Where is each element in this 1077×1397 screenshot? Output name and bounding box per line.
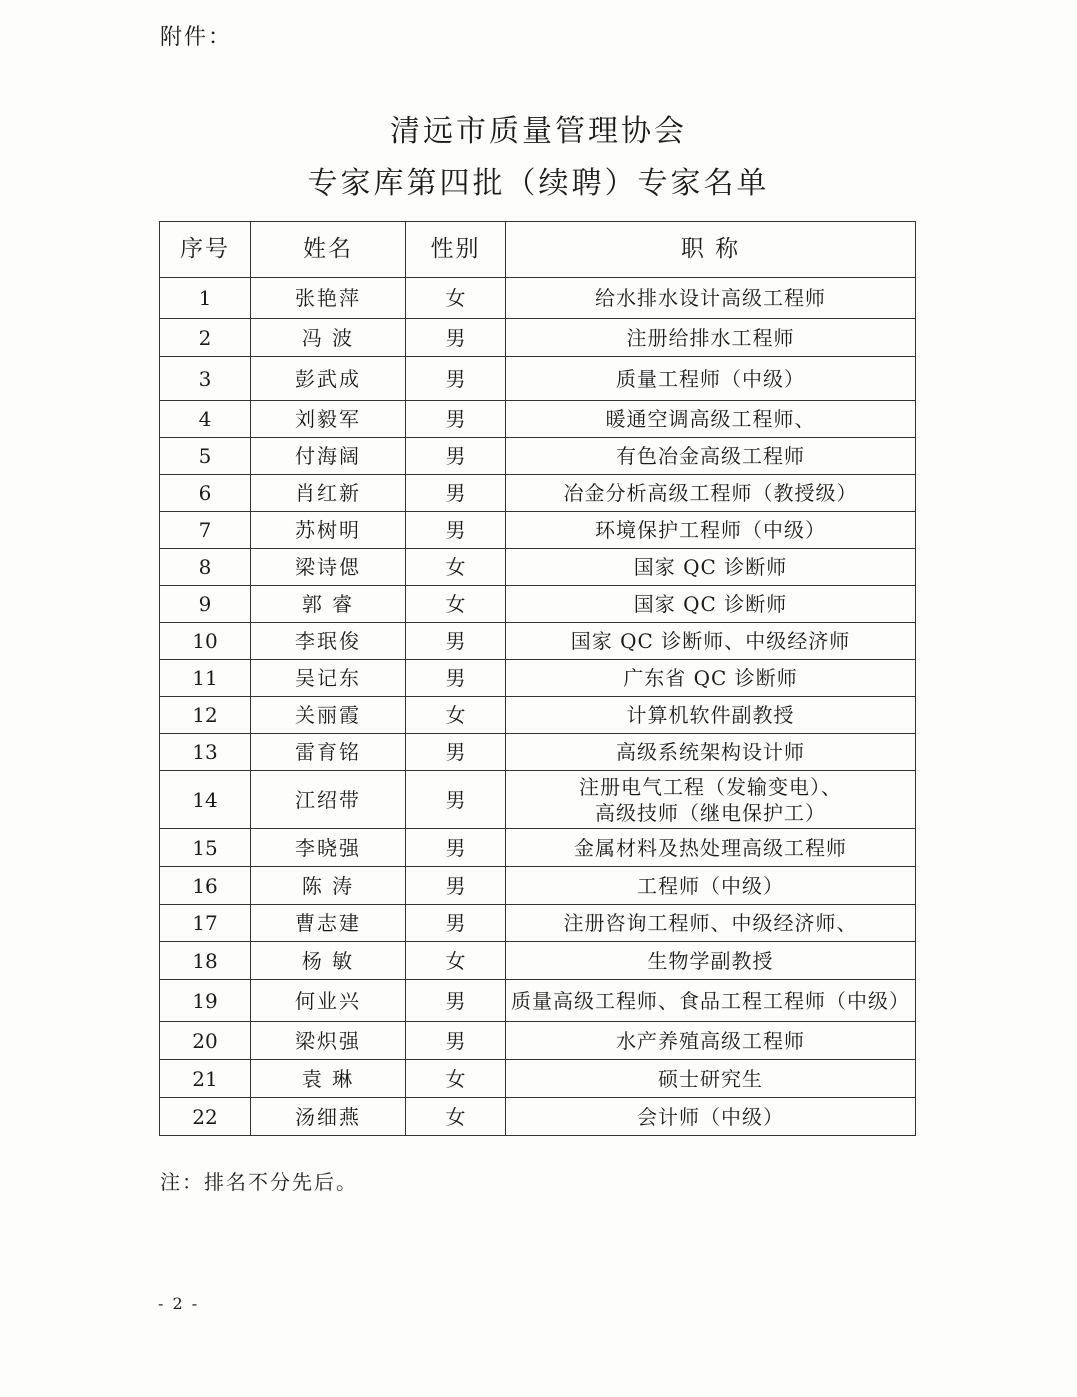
- cell-no: 16: [160, 867, 251, 905]
- cell-gender: 男: [406, 980, 506, 1022]
- cell-gender: 男: [406, 867, 506, 905]
- cell-name: 江绍带: [251, 771, 406, 829]
- header-title: 职 称: [506, 222, 916, 278]
- cell-no: 12: [160, 697, 251, 734]
- cell-no: 17: [160, 905, 251, 942]
- cell-no: 13: [160, 734, 251, 771]
- cell-no: 18: [160, 942, 251, 980]
- cell-name: 汤细燕: [251, 1098, 406, 1136]
- cell-title: 环境保护工程师（中级）: [506, 512, 916, 549]
- cell-gender: 男: [406, 905, 506, 942]
- cell-name: 肖红新: [251, 475, 406, 512]
- cell-gender: 女: [406, 549, 506, 586]
- table-row: [160, 771, 916, 829]
- attachment-label: 附件：: [160, 25, 233, 50]
- cell-title: 质量高级工程师、食品工程工程师（中级）: [506, 980, 916, 1022]
- cell-gender: 女: [406, 1098, 506, 1136]
- cell-no: 9: [160, 586, 251, 623]
- table-row: [160, 942, 916, 980]
- cell-gender: 男: [406, 771, 506, 829]
- table-row: [160, 829, 916, 867]
- table-row: [160, 623, 916, 660]
- cell-title: 金属材料及热处理高级工程师: [506, 829, 916, 867]
- table-row: [160, 319, 916, 357]
- cell-gender: 女: [406, 942, 506, 980]
- cell-no: 4: [160, 401, 251, 438]
- table-row: [160, 278, 916, 319]
- document-title-line1: 清远市质量管理协会: [390, 114, 687, 149]
- header-name: 姓名: [251, 222, 406, 278]
- cell-no: 20: [160, 1022, 251, 1060]
- header-gender: 性别: [406, 222, 506, 278]
- cell-name: 苏树明: [251, 512, 406, 549]
- cell-title: 国家 QC 诊断师、中级经济师: [506, 623, 916, 660]
- cell-gender: 女: [406, 278, 506, 319]
- cell-gender: 男: [406, 319, 506, 357]
- table-row: [160, 438, 916, 475]
- cell-title: 计算机软件副教授: [506, 697, 916, 734]
- cell-name: 张艳萍: [251, 278, 406, 319]
- cell-title: 广东省 QC 诊断师: [506, 660, 916, 697]
- table-row: [160, 1060, 916, 1098]
- cell-name: 梁炽强: [251, 1022, 406, 1060]
- cell-no: 22: [160, 1098, 251, 1136]
- cell-name: 郭 睿: [251, 586, 406, 623]
- table-row: [160, 905, 916, 942]
- cell-no: 15: [160, 829, 251, 867]
- cell-name: 关丽霞: [251, 697, 406, 734]
- cell-gender: 女: [406, 697, 506, 734]
- cell-no: 1: [160, 278, 251, 319]
- table-row: [160, 357, 916, 401]
- cell-title: 国家 QC 诊断师: [506, 549, 916, 586]
- cell-gender: 男: [406, 438, 506, 475]
- cell-gender: 男: [406, 357, 506, 401]
- cell-title: 冶金分析高级工程师（教授级）: [506, 475, 916, 512]
- table-row: [160, 549, 916, 586]
- cell-name: 李晓强: [251, 829, 406, 867]
- cell-name: 刘毅军: [251, 401, 406, 438]
- cell-name: 付海阔: [251, 438, 406, 475]
- cell-gender: 男: [406, 475, 506, 512]
- cell-title: 暖通空调高级工程师、: [506, 401, 916, 438]
- cell-no: 11: [160, 660, 251, 697]
- document-title-line2: 专家库第四批（续聘）专家名单: [307, 166, 770, 201]
- table-row: [160, 697, 916, 734]
- cell-title: 注册给排水工程师: [506, 319, 916, 357]
- cell-gender: 男: [406, 660, 506, 697]
- cell-name: 冯 波: [251, 319, 406, 357]
- cell-name: 何业兴: [251, 980, 406, 1022]
- cell-gender: 男: [406, 829, 506, 867]
- header-no: 序号: [160, 222, 251, 278]
- table-row: [160, 734, 916, 771]
- cell-name: 曹志建: [251, 905, 406, 942]
- cell-title: 工程师（中级）: [506, 867, 916, 905]
- expert-roster-table: [159, 221, 916, 1136]
- cell-name: 雷育铭: [251, 734, 406, 771]
- cell-title: 给水排水设计高级工程师: [506, 278, 916, 319]
- cell-title: [506, 771, 916, 829]
- cell-title: 有色冶金高级工程师: [506, 438, 916, 475]
- cell-gender: 男: [406, 734, 506, 771]
- cell-gender: 男: [406, 401, 506, 438]
- cell-name: 杨 敏: [251, 942, 406, 980]
- cell-title-line: 高级技师（继电保护工）: [595, 800, 826, 825]
- note-text: 注：排名不分先后。: [160, 1170, 358, 1194]
- cell-gender: 女: [406, 586, 506, 623]
- cell-name: 吴记东: [251, 660, 406, 697]
- cell-no: 2: [160, 319, 251, 357]
- cell-name: 梁诗偲: [251, 549, 406, 586]
- cell-name: 李珉俊: [251, 623, 406, 660]
- cell-name: 袁 琳: [251, 1060, 406, 1098]
- table-row: [160, 980, 916, 1022]
- cell-no: 10: [160, 623, 251, 660]
- cell-no: 21: [160, 1060, 251, 1098]
- page-number: - 2 -: [158, 1294, 200, 1313]
- cell-name: 彭武成: [251, 357, 406, 401]
- cell-no: 6: [160, 475, 251, 512]
- cell-title: 生物学副教授: [506, 942, 916, 980]
- cell-no: 7: [160, 512, 251, 549]
- cell-no: 8: [160, 549, 251, 586]
- table-row: [160, 1098, 916, 1136]
- cell-no: 19: [160, 980, 251, 1022]
- cell-no: 3: [160, 357, 251, 401]
- table-row: [160, 475, 916, 512]
- table-row: [160, 512, 916, 549]
- cell-no: 5: [160, 438, 251, 475]
- cell-no: 14: [160, 771, 251, 829]
- cell-title: 会计师（中级）: [506, 1098, 916, 1136]
- table-body: [160, 278, 916, 1136]
- cell-title: 国家 QC 诊断师: [506, 586, 916, 623]
- cell-title: 高级系统架构设计师: [506, 734, 916, 771]
- cell-gender: 女: [406, 1060, 506, 1098]
- table-row: [160, 867, 916, 905]
- cell-title: 质量工程师（中级）: [506, 357, 916, 401]
- cell-title-line: 注册电气工程（发输变电）、: [579, 774, 842, 799]
- cell-gender: 男: [406, 512, 506, 549]
- table-row: [160, 660, 916, 697]
- cell-name: 陈 涛: [251, 867, 406, 905]
- table-row: [160, 586, 916, 623]
- cell-gender: 男: [406, 623, 506, 660]
- table-row: [160, 401, 916, 438]
- cell-gender: 男: [406, 1022, 506, 1060]
- table-row: [160, 1022, 916, 1060]
- cell-title: 注册咨询工程师、中级经济师、: [506, 905, 916, 942]
- cell-title: 水产养殖高级工程师: [506, 1022, 916, 1060]
- table-header-row: [160, 222, 916, 278]
- cell-title: 硕士研究生: [506, 1060, 916, 1098]
